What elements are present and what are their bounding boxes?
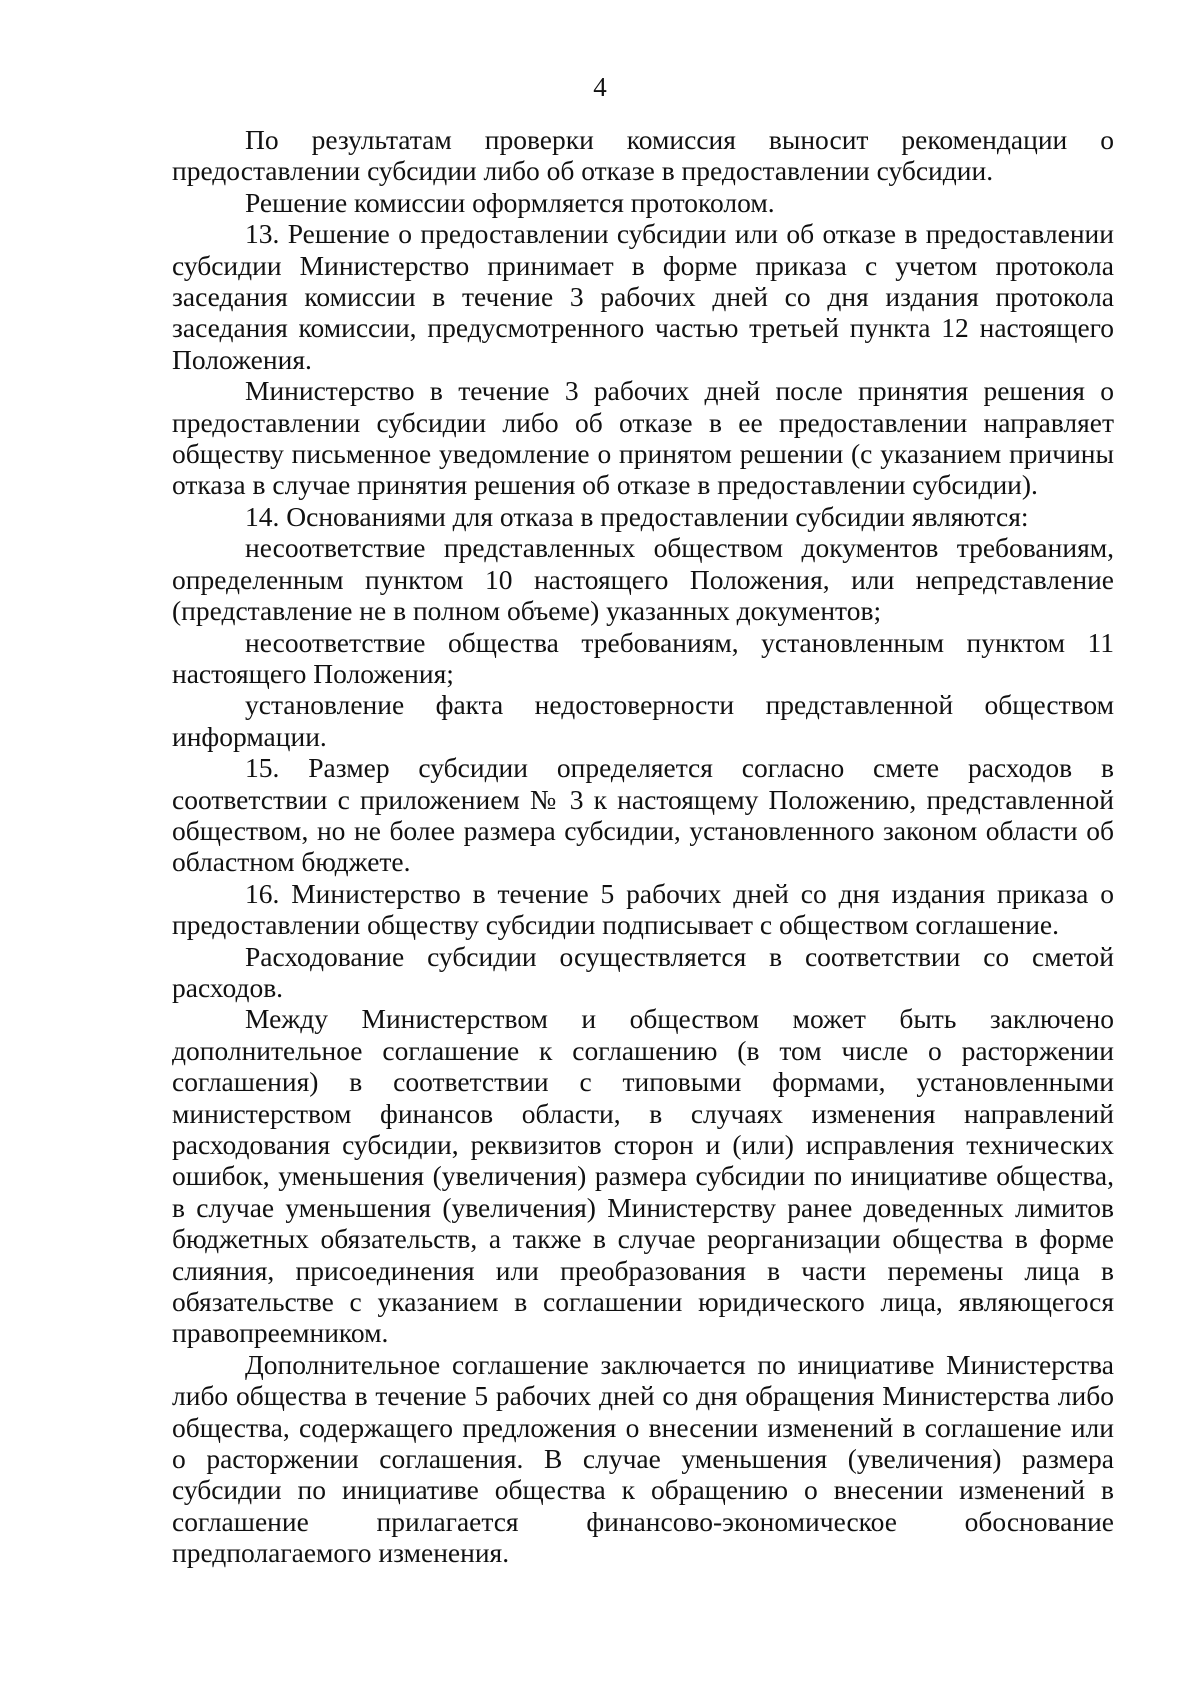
paragraph-item-15: 15. Размер субсидии определяется согласно смете расходов в соответствии с приложением № 3 к настоящему Положению, представленной обществом, но не более размера субсидии, установленного законом области об областном бюджете. [172,752,1114,878]
paragraph-commission-protocol: Решение комиссии оформляется протоколом. [245,186,775,218]
paragraph-item-13: 13. Решение о предоставлении субсидии или об отказе в предоставлении субсидии Министерство принимает в форме приказа с учетом протокола заседания комиссии в течение 3 рабочих дней со дня издания протокола заседания комиссии, предусмотренного частью третьей пункта 12 настоящего Положения. [172,218,1114,375]
paragraph-commission-recommendation: По результатам проверки комиссия выносит рекомендации о предоставлении субсидии либо об отказе в предоставлении субсидии. [172,124,1114,187]
paragraph-additional-agreement: Между Министерством и обществом может быть заключено дополнительное соглашение к соглашению (в том числе о расторжении соглашения) в соответствии с типовыми формами, установленными министерством финансов области, в случаях изменения направлений расходования субсидии, реквизитов сторон и (или) исправления технических ошибок, уменьшения (увеличения) размера субсидии по инициативе общества, в случае уменьшения (увеличения) Министерству ранее доведенных лимитов бюджетных обязательств, а также в случае реорганизации общества в форме слияния, присоединения или преобразования в части перемены лица в обязательстве с указанием в соглашении юридического лица, являющегося правопреемником. [172,1003,1114,1349]
page-number: 4 [593,72,607,102]
paragraph-spending: Расходование субсидии осуществляется в соответствии со сметой расходов. [172,940,1114,1003]
paragraph-refusal-ground-inaccuracy: установление факта недостоверности представленной обществом информации. [172,689,1114,752]
paragraph-ministry-notification: Министерство в течение 3 рабочих дней после принятия решения о предоставлении субсидии либо об отказе в ее предоставлении направляет обществу письменное уведомление о принятом решении (с указанием причины отказа в случае принятия решения об отказе в предоставлении субсидии). [172,375,1114,501]
paragraph-item-16: 16. Министерство в течение 5 рабочих дней со дня издания приказа о предоставлении обществу субсидии подписывает с обществом соглашение. [172,877,1114,941]
paragraph-refusal-ground-documents: несоответствие представленных обществом документов требованиям, определенным пунктом 10 настоящего Положения, или непредставление (представление не в полном объеме) указанных документов; [172,532,1114,627]
paragraph-additional-agreement-initiative: Дополнительное соглашение заключается по инициативе Министерства либо общества в течение 5 рабочих дней со дня обращения Министерства либо общества, содержащего предложения о внесении изменений в соглашение или о расторжении соглашения. В случае уменьшения (увеличения) размера субсидии по инициативе общества к обращению о внесении изменений в соглашение прилагается финансово-экономическое обоснование предполагаемого изменения. [172,1348,1114,1569]
paragraph-item-14: 14. Основаниями для отказа в предоставлении субсидии являются: [245,500,1029,532]
document-body [172,124,1114,1569]
paragraph-refusal-ground-requirements: несоответствие общества требованиям, установленным пунктом 11 настоящего Положения; [172,626,1114,689]
